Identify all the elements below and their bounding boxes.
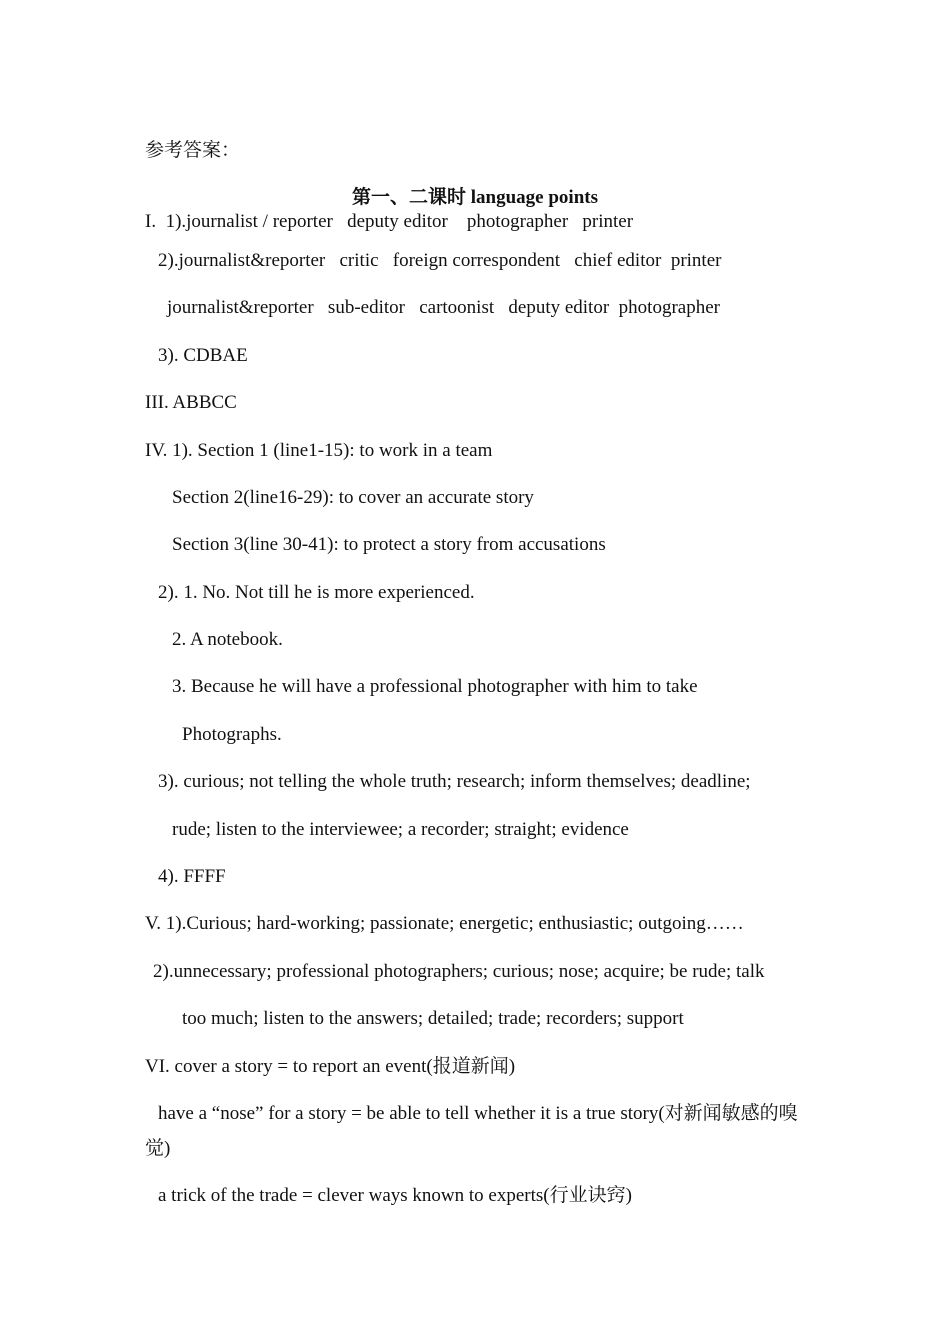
answer-line-IV-2: 2). 1. No. Not till he is more experienced. (158, 582, 475, 603)
answer-line-V-2: 2).unnecessary; professional photographers; curious; nose; acquire; be rude; talk (153, 961, 765, 982)
answer-line-IV-2-item3-cont: Photographs. (182, 724, 282, 745)
section-title: 第一、二课时 language points (352, 187, 598, 208)
answer-line-V-1: V. 1).Curious; hard-working; passionate; energetic; enthusiastic; outgoing…… (145, 913, 744, 934)
answer-line-III: III. ABBCC (145, 392, 237, 413)
answer-line-VI-2: have a “nose” for a story = be able to tell whether it is a true story(对新闻敏感的嗅 (158, 1103, 798, 1124)
answer-line-I-1: I. 1).journalist / reporter deputy editor photographer printer (145, 211, 634, 232)
answer-line-V-2-cont: too much; listen to the answers; detailed; trade; recorders; support (182, 1008, 684, 1029)
answer-key-label: 参考答案： (145, 140, 241, 161)
answer-line-VI-3: a trick of the trade = clever ways known to experts(行业诀窍) (158, 1185, 632, 1206)
answer-line-IV-1-section3: Section 3(line 30-41): to protect a story from accusations (172, 534, 606, 555)
answer-line-I-2: 2).journalist&reporter critic foreign correspondent chief editor printer (158, 250, 722, 271)
answer-line-IV-3: 3). curious; not telling the whole truth; research; inform themselves; deadline; (158, 771, 751, 792)
answer-line-VI-1: VI. cover a story = to report an event(报道新闻) (145, 1056, 516, 1077)
answer-line-IV-3-cont: rude; listen to the interviewee; a recorder; straight; evidence (172, 819, 629, 840)
answer-line-IV-4: 4). FFFF (158, 866, 226, 887)
answer-line-IV-1: IV. 1). Section 1 (line1-15): to work in a team (145, 440, 493, 461)
answer-line-VI-2-cont: 觉) (145, 1138, 171, 1159)
answer-line-IV-2-item2: 2. A notebook. (172, 629, 283, 650)
answer-line-I-3: 3). CDBAE (158, 345, 248, 366)
answer-line-IV-2-item3: 3. Because he will have a professional photographer with him to take (172, 676, 698, 697)
answer-line-IV-1-section2: Section 2(line16-29): to cover an accurate story (172, 487, 534, 508)
answer-line-I-2-cont: journalist&reporter sub-editor cartoonist deputy editor photographer (167, 297, 720, 318)
